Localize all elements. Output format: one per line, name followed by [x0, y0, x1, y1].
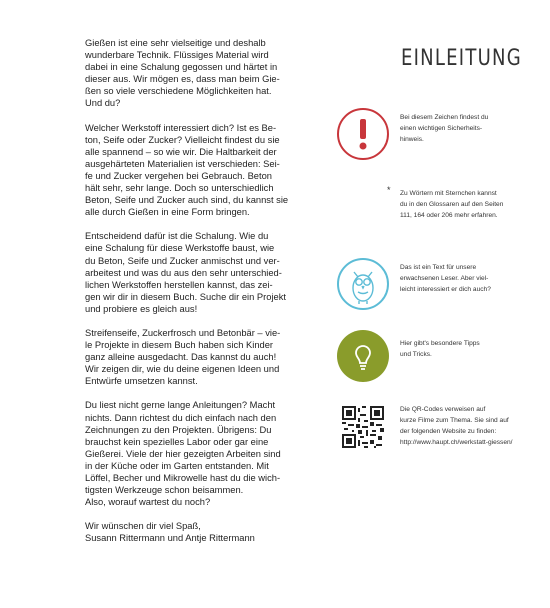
lightbulb-icon — [337, 330, 389, 382]
owl-icon — [337, 258, 389, 310]
intro-paragraph: Du liest nicht gerne lange Anleitungen? Macht nichts. Dann richtest du dich einfach nach den Zeichnungen zu den Projekten. Übrigens: Du brauchst kein spezielles Labor oder gar eine Gießerei. Viele der hier gezeigten Arbeiten sind in der Küche oder im Garten entstanden. Mit Löffel, Becher und Mikrowelle hast du die wich- tigsten Werkzeuge schon beisammen. Also, worauf wartest du noch? — [85, 400, 281, 508]
intro-paragraph: Streifenseife, Zuckerfrosch und Betonbär – vie- le Projekte in diesem Buch haben sich Kinder ganz alleine ausgedacht. Das kannst du auch! Wir zeigen dir, wie du deine eigenen Ideen und Entwürfe umsetzen kannst. — [85, 327, 281, 387]
introduction-text — [85, 37, 292, 556]
asterisk-icon: * — [387, 185, 391, 195]
legend-text: Bei diesem Zeichen findest du einen wichtigen Sicherheits- hinweis. — [400, 114, 489, 143]
legend-text: Das ist ein Text für unsere erwachsenen Leser. Aber viel- leicht interessiert er dich auch? — [400, 264, 491, 293]
legend-text: Hier gibt's besondere Tipps und Tricks. — [400, 340, 480, 358]
intro-paragraph: Welcher Werkstoff interessiert dich? Ist es Be- ton, Seife oder Zucker? Vielleicht findest du sie alle spannend – so wie wir. Die Haltbarkeit der ausgehärteten Materialien ist verschieden: Sei- fe und Zucker vergehen bei Gebrauch. Beton hält sehr, sehr lange. Doch so unterschiedlich Beton, Seife und Zucker auch sind, du kannst sie alle durch Gießen in eine Form bringen. — [85, 122, 289, 218]
legend-text: Zu Wörtern mit Sternchen kannst du in den Glossaren auf den Seiten 111, 164 oder 206 mehr erfahren. — [400, 190, 504, 219]
qr-code-icon — [342, 406, 384, 448]
warning-icon — [337, 108, 389, 160]
intro-paragraph: Gießen ist eine sehr vielseitige und deshalb wunderbare Technik. Flüssiges Material wird dabei in eine Schalung gegossen und härtet in dieser aus. Wir mögen es, dass man beim Gie- ßen so viele verschiedene Möglichkeiten hat. Und du? — [85, 38, 280, 109]
signature: Wir wünschen dir viel Spaß, Susann Rittermann und Antje Rittermann — [85, 521, 255, 544]
legend-text: Die QR-Codes verweisen auf kurze Filme zum Thema. Sie sind auf der folgenden Website zu finden: http://www.haupt.ch/werkstatt-giessen/ — [400, 406, 513, 446]
intro-paragraph: Entscheidend dafür ist die Schalung. Wie du eine Schalung für diese Werkstoffe baust, wie du Beton, Seife und Zucker anmischst und ver- arbeitest und was du aus den sehr unterschied- lichen Werkstoffen herstellen kannst, das zei- gen wir dir in diesem Buch. Suche dir ein Projekt und probiere es gleich aus! — [85, 231, 286, 314]
section-title: EINLEITUNG — [401, 46, 522, 71]
